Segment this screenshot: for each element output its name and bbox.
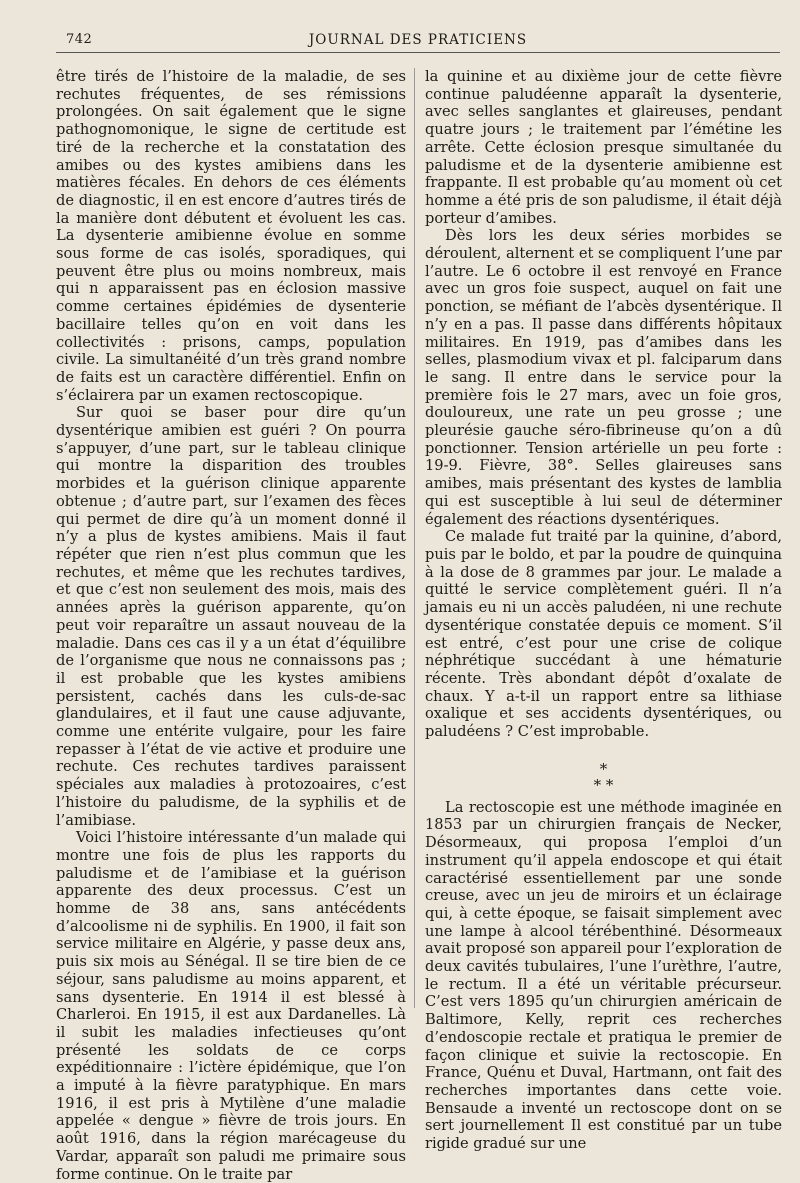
paragraph: être tirés de l’histoire de la maladie, de ses rechutes fréquentes, de ses rémissions prolongées. On sait également que le signe pathognomonique, le signe de certitude est tiré de la recherche et la constatation des amibes ou des kystes amibiens dans les matières fécales. En dehors de ces éléments de diagnostic, il en est encore d’autres tirés de la manière dont débutent et évoluent les cas. La dysenterie amibienne évolue en somme sous forme de cas isolés, sporadiques, qui peuvent être plus ou moins nombreux, mais qui n apparaissent pas en éclosion massive comme certaines épidémies de dysenterie bacillaire telles qu’on en voit dans les collectivités : prisons, camps, population civile. La simultanéité d’un très grand nombre de faits est un caractère différentiel. Enfin on s’éclairera par un examen rectoscopique. xyxy=(56,68,406,404)
paragraph: Sur quoi se baser pour dire qu’un dysentérique amibien est guéri ? On pourra s’appuyer, d’une part, sur le tableau clinique qui montre la disparition des troubles morbides et la guérison clinique apparente obtenue ; d’autre part, sur l’examen des fèces qui permet de dire qu’à un moment donné il n’y a plus de kystes amibiens. Mais il faut répéter que rien n’est plus commun que les rechutes, et même que les rechutes tardives, et que c’est non seulement des mois, mais des années après la guérison apparente, qu’on peut voir reparaître un assaut nouveau de la maladie. Dans ces cas il y a un état d’équilibre de l’organisme que nous ne connaissons pas ; il est probable que les kystes amibiens persistent, cachés dans les culs-de-sac glandulaires, et il faut une cause adjuvante, comme une entérite vulgaire, pour les faire repasser à l’état de vie active et produire une rechute. Ces rechutes tardives paraissent spéciales aux maladies à protozoaires, c’est l’histoire du paludisme, de la syphilis et de l’amibiase. xyxy=(56,404,406,829)
paragraph: la quinine et au dixième jour de cette fièvre continue paludéenne apparaît la dysenterie, avec selles sanglantes et glaireuses, pendant quatre jours ; le traitement par l’émétine les arrête. Cette éclosion presque simultanée du paludisme et de la dysenterie amibienne est frappante. Il est probable qu’au moment où cet homme a été pris de son paludisme, il était déjà porteur d’amibes. xyxy=(425,68,782,227)
column-divider xyxy=(414,68,415,1008)
paragraph: Dès lors les deux séries morbides se déroulent, alternent et se compliquent l’une par l’autre. Le 6 octobre il est renvoyé en France avec un gros foie suspect, auquel on fait une ponction, se méfiant de l’abcès dysentérique. Il n’y en a pas. Il passe dans différents hôpitaux militaires. En 1919, pas d’amibes dans les selles, plasmodium vivax et pl. falciparum dans le sang. Il entre dans le service pour la première fois le 27 mars, avec un foie gros, douloureux, une rate un peu grosse ; une pleurésie gauche séro-fibrineuse qu’on a dû ponctionner. Tension artérielle un peu forte : 19-9. Fièvre, 38°. Selles glaireuses sans amibes, mais présentant des kystes de lamblia qui est susceptible à lui seul de déterminer également des réactions dysentériques. xyxy=(425,227,782,528)
left-column xyxy=(56,68,406,1183)
separator-star-top: * xyxy=(599,759,608,778)
section-separator xyxy=(425,761,782,793)
paragraph: La rectoscopie est une méthode imaginée en 1853 par un chirurgien français de Necker, Désormeaux, qui proposa l’emploi d’un instrument qu’il appela endoscope et qui était caractérisé essentiellement par une sonde creuse, avec un jeu de miroirs et un éclairage qui, à cette époque, se faisait simplement avec une lampe à alcool térébenthiné. Désormeaux avait proposé son appareil pour l’exploration de deux cavités tubulaires, l’une l’urèthre, l’autre, le rectum. Il a été un véritable précurseur. C’est vers 1895 qu’un chirurgien américain de Baltimore, Kelly, reprit ces recherches d’endoscopie rectale et pratiqua le premier de façon clinique et suivie la rectoscopie. En France, Quénu et Duval, Hartmann, ont fait des recherches importantes dans cette voie. Bensaude a inventé un rectoscope dont on se sert journellement Il est constitué par un tube rigide gradué sur une xyxy=(425,798,782,1153)
right-column xyxy=(425,68,782,1153)
page-number: 742 xyxy=(66,32,93,47)
paragraph: Ce malade fut traité par la quinine, d’abord, puis par le boldo, et par la poudre de quinquina à la dose de 8 grammes par jour. Le malade a quitté le service complètement guéri. Il n’a jamais eu ni un accès paludéen, ni une rechute dysentérique constatée depuis ce moment. S’il est entré, c’est pour une crise de colique néphrétique succédant à une hématurie récente. Très abondant dépôt d’oxalate de chaux. Y a-t-il un rapport entre sa lithiase oxalique et ses accidents dysentériques, ou paludéens ? C’est improbable. xyxy=(425,528,782,741)
separator-stars-bottom: * * xyxy=(593,775,614,794)
journal-title: JOURNAL DES PRATICIENS xyxy=(308,32,528,48)
paragraph: Voici l’histoire intéressante d’un malade qui montre une fois de plus les rapports du paludisme et de l’amibiase et la guérison apparente des deux processus. C’est un homme de 38 ans, sans antécédents d’alcoolisme ni de syphilis. En 1900, il fait son service militaire en Algérie, y passe deux ans, puis six mois au Sénégal. Il se tire bien de ce séjour, sans paludisme au moins apparent, et sans dysenterie. En 1914 il est blessé à Charleroi. En 1915, il est aux Dardanelles. Là il subit les maladies infectieuses qu’ont présenté les soldats de ce corps expéditionnaire : l’ictère épidémique, que l’on a imputé à la fièvre paratyphique. En mars 1916, il est pris à Mytilène d’une maladie appelée « dengue » fièvre de trois jours. En août 1916, dans la région marécageuse du Vardar, apparaît son paludi me primaire sous forme continue. On le traite par xyxy=(56,829,406,1183)
running-header xyxy=(56,30,780,53)
